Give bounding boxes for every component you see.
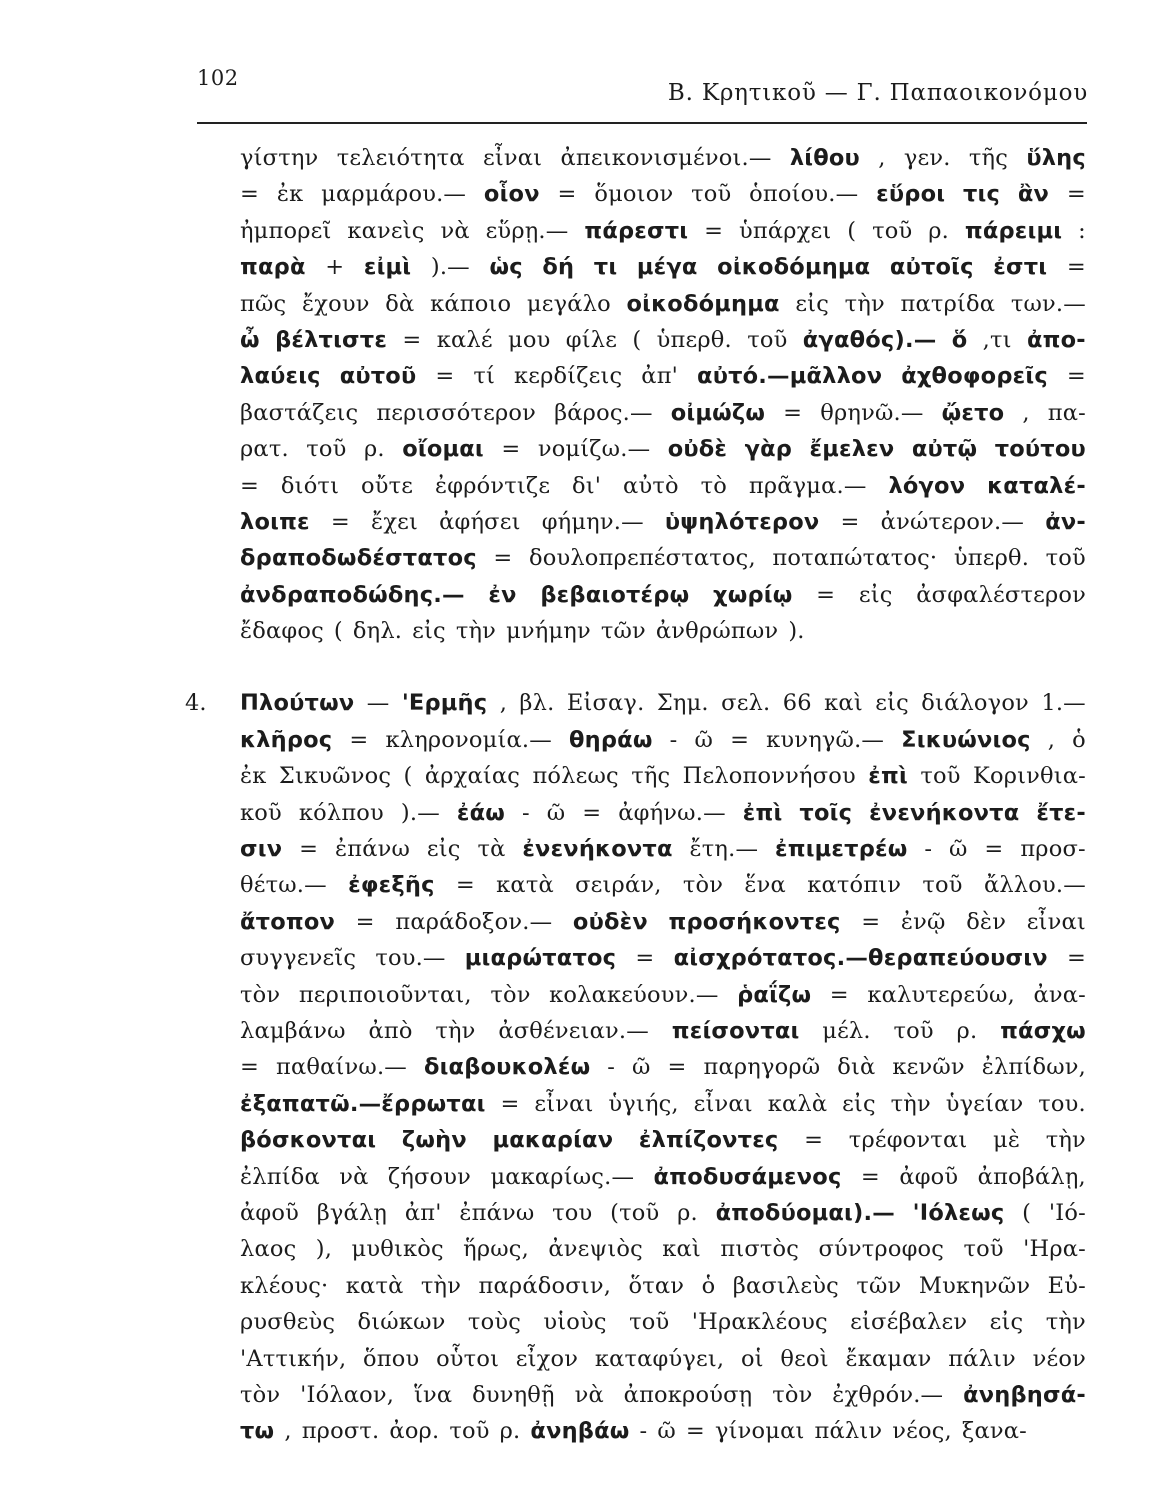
p2-line: ἄτοπον = παράδοξον.— οὐδὲν προσήκοντες = ἐνῷ δὲν εἶναι — [240, 908, 1086, 935]
p2-line: λαος ), μυθικὸς ἥρως, ἀνεψιὸς καὶ πιστὸς σύντροφος τοῦ 'Ηρα- — [240, 1236, 1086, 1263]
p1-line: δραποδωδέστατος = δουλοπρεπέστατος, ποταπώτατος· ὑπερθ. τοῦ — [240, 545, 1086, 572]
p2-line: τω , προστ. ἀορ. τοῦ ρ. ἀνηβάω - ῶ = γίνομαι πάλιν νέος, ξανα- — [240, 1418, 1027, 1445]
p2-line: ρυσθεὺς διώκων τοὺς υἱοὺς τοῦ 'Ηρακλέους εἰσέβαλεν εἰς τὴν — [240, 1309, 1086, 1336]
page-number: 102 — [197, 66, 239, 90]
p2-line: τὸν 'Ιόλαον, ἵνα δυνηθῇ νὰ ἀποκρούσῃ τὸν ἐχθρόν.— ἀνηβησά- — [240, 1381, 1086, 1408]
p1-line: ὦ βέλτιστε = καλέ μου φίλε ( ὑπερθ. τοῦ ἀγαθός).— ὅ ,τι ἀπο- — [240, 326, 1086, 353]
running-head: Β. Κρητικοῦ — Γ. Παπαοικονόμου — [667, 80, 1088, 106]
p2-line: συγγενεῖς του.— μιαρώτατος = αἰσχρότατος.—θεραπεύουσιν = — [240, 945, 1086, 972]
p2-line: ἐλπίδα νὰ ζήσουν μακαρίως.— ἀποδυσάμενος = ἀφοῦ ἀποβάλῃ, — [240, 1163, 1086, 1190]
p2-line: βόσκονται ζωὴν μακαρίαν ἐλπίζοντες = τρέφονται μὲ τὴν — [240, 1127, 1086, 1154]
p2-line: Πλούτων — 'Ερμῆς , βλ. Εἰσαγ. Σημ. σελ. 66 καὶ εἰς διάλογον 1.— — [240, 690, 1086, 717]
p2-line: = παθαίνω.— διαβουκολέω - ῶ = παρηγορῶ διὰ κενῶν ἐλπίδων, — [240, 1054, 1086, 1081]
paragraph-break — [240, 649, 1086, 685]
p1-line: = ἐκ μαρμάρου.— οἷον = ὅμοιον τοῦ ὁποίου.— εὕροι τις ἂν = — [240, 181, 1086, 208]
paragraph-1 — [240, 140, 1086, 649]
p1-line: ἠμπορεῖ κανεὶς νὰ εὕρῃ.— πάρεστι = ὑπάρχει ( τοῦ ρ. πάρειμι : — [240, 217, 1086, 244]
header-rule — [197, 122, 1087, 124]
p1-line: λοιπε = ἔχει ἀφήσει φήμην.— ὑψηλότερον = ἀνώτερον.— ἀν- — [240, 508, 1086, 535]
paragraph-2 — [185, 685, 1086, 1449]
p1-line: = διότι οὔτε ἐφρόντιζε δι' αὐτὸ τὸ πρᾶγμα.— λόγον καταλέ- — [240, 472, 1086, 499]
section-number: 4. — [185, 690, 207, 717]
p1-line: λαύεις αὐτοῦ = τί κερδίζεις ἀπ' αὐτό.—μᾶλλον ἀχθοφορεῖς = — [240, 363, 1086, 390]
p2-line: ἀφοῦ βγάλῃ ἀπ' ἐπάνω του (τοῦ ρ. ἀποδύομαι).— 'Ιόλεως ( 'Ιό- — [240, 1199, 1086, 1226]
p2-line: κλέους· κατὰ τὴν παράδοσιν, ὅταν ὁ βασιλεὺς τῶν Μυκηνῶν Εὐ- — [240, 1272, 1086, 1299]
p1-line: ἔδαφος ( δηλ. εἰς τὴν μνήμην τῶν ἀνθρώπων ). — [240, 618, 805, 645]
p2-line: κλῆρος = κληρονομία.— θηράω - ῶ = κυνηγῶ.— Σικυώνιος , ὁ — [240, 726, 1086, 753]
p1-line: παρὰ + εἰμὶ ).— ὡς δή τι μέγα οἰκοδόμημα αὐτοῖς ἐστι = — [240, 254, 1086, 281]
p2-line: λαμβάνω ἀπὸ τὴν ἀσθένειαν.— πείσονται μέλ. τοῦ ρ. πάσχω — [240, 1017, 1086, 1044]
body-text — [185, 140, 1086, 1450]
p2-line: ἐκ Σικυῶνος ( ἀρχαίας πόλεως τῆς Πελοποννήσου ἐπὶ τοῦ Κορινθια- — [240, 763, 1086, 790]
p2-line: ἐξαπατῶ.—ἔρρωται = εἶναι ὑγιής, εἶναι καλὰ εἰς τὴν ὑγείαν του. — [240, 1090, 1086, 1117]
p2-line: θέτω.— ἐφεξῆς = κατὰ σειράν, τὸν ἕνα κατόπιν τοῦ ἄλλου.— — [240, 872, 1086, 899]
p1-line: βαστάζεις περισσότερον βάρος.— οἰμώζω = θρηνῶ.— ᾤετο , πα- — [240, 399, 1086, 426]
p1-line: ἀνδραποδώδης.— ἐν βεβαιοτέρῳ χωρίῳ = εἰς ἀσφαλέστερον — [240, 581, 1086, 608]
p1-line: πῶς ἔχουν δὰ κάποιο μεγάλο οἰκοδόμημα εἰς τὴν πατρίδα των.— — [240, 290, 1086, 317]
p2-line: 'Αττικήν, ὅπου οὗτοι εἶχον καταφύγει, οἱ θεοὶ ἔκαμαν πάλιν νέον — [240, 1345, 1086, 1372]
p2-line: κοῦ κόλπου ).— ἐάω - ῶ = ἀφήνω.— ἐπὶ τοῖς ἐνενήκοντα ἔτε- — [240, 799, 1086, 826]
p1-line: ρατ. τοῦ ρ. οἴομαι = νομίζω.— οὐδὲ γὰρ ἔμελεν αὐτῷ τούτου — [240, 436, 1086, 463]
p1-line: γίστην τελειότητα εἶναι ἀπεικονισμένοι.— λίθου , γεν. τῆς ὕλης — [240, 145, 1086, 171]
p2-line: σιν = ἐπάνω εἰς τὰ ἐνενήκοντα ἔτη.— ἐπιμετρέω - ῶ = προσ- — [240, 836, 1086, 863]
p2-line: τὸν περιποιοῦνται, τὸν κολακεύουν.— ῥαΐζω = καλυτερεύω, ἀνα- — [240, 981, 1086, 1008]
